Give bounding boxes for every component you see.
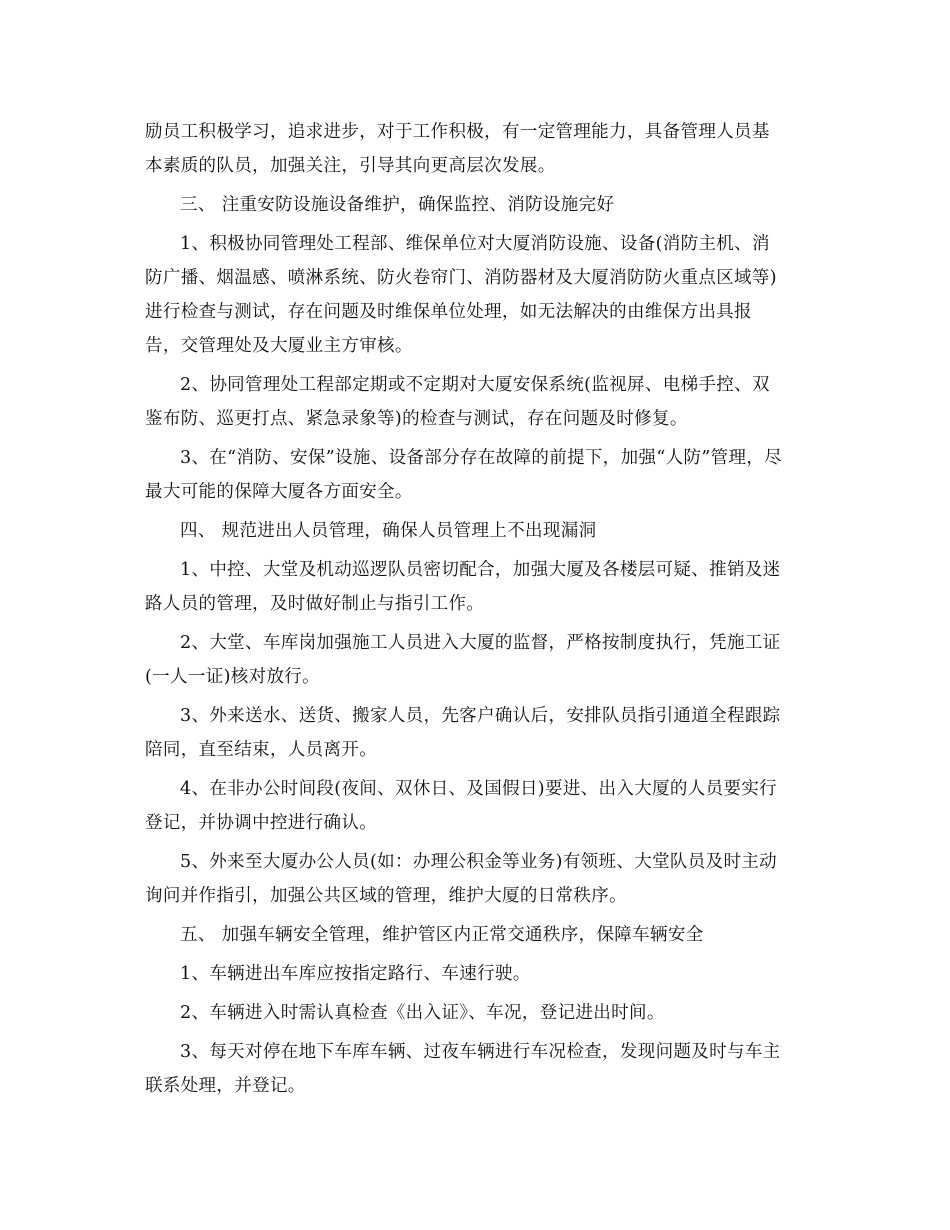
section-heading <box>145 514 810 548</box>
paragraph <box>145 115 810 183</box>
text-line: 励员工积极学习，追求进步，对于工作积极，有一定管理能力，具备管理人员基 <box>145 122 770 142</box>
text-line: 鉴布防、巡更打点、紧急录象等)的检查与测试，存在问题及时修复。 <box>145 409 688 429</box>
paragraph <box>145 957 810 991</box>
text-line: 五、 加强车辆安全管理，维护管区内正常交通秩序，保障车辆安全 <box>180 925 704 945</box>
text-line: 询问并作指引，加强公共区域的管理，维护大厦的日常秩序。 <box>145 886 627 906</box>
text-line: 3、每天对停在地下车库车辆、过夜车辆进行车况检查，发现问题及时与车主 <box>180 1042 781 1062</box>
paragraph <box>145 772 810 840</box>
section-heading <box>145 188 810 222</box>
paragraph <box>145 996 810 1030</box>
paragraph <box>145 227 810 363</box>
text-line: 本素质的队员，加强关注，引导其向更高层次发展。 <box>145 156 556 176</box>
text-line: 联系处理，并登记。 <box>145 1076 306 1096</box>
text-line: 路人员的管理，及时做好制止与指引工作。 <box>145 594 485 614</box>
section-heading <box>145 918 810 952</box>
paragraph <box>145 699 810 767</box>
text-line: 5、外来至大厦办公人员(如：办理公积金等业务)有领班、大堂队员及时主动 <box>180 852 778 872</box>
text-line: 防广播、烟温感、喷淋系统、防火卷帘门、消防器材及大厦消防防火重点区域等) <box>145 268 777 288</box>
text-line: 3、在“消防、安保”设施、设备部分存在故障的前提下，加强“人防”管理，尽 <box>180 448 783 468</box>
paragraph <box>145 845 810 913</box>
text-line: 四、 规范进出人员管理，确保人员管理上不出现漏洞 <box>180 521 597 541</box>
text-line: 1、积极协同管理处工程部、维保单位对大厦消防设施、设备(消防主机、消 <box>180 234 770 254</box>
text-line: 1、中控、大堂及机动巡逻队员密切配合，加强大厦及各楼层可疑、推销及迷 <box>180 560 781 580</box>
text-line: 陪同，直至结束，人员离开。 <box>145 740 378 760</box>
paragraph <box>145 441 810 509</box>
text-line: 三、 注重安防设施设备维护，确保监控、消防设施完好 <box>180 195 615 215</box>
text-line: (一人一证)核对放行。 <box>145 667 321 687</box>
text-line: 3、外来送水、送货、搬家人员，先客户确认后，安排队员指引通道全程跟踪 <box>180 706 781 726</box>
document-body <box>145 115 810 1103</box>
paragraph <box>145 553 810 621</box>
text-line: 最大可能的保障大厦各方面安全。 <box>145 482 413 502</box>
text-line: 1、车辆进出车库应按指定路行、车速行驶。 <box>180 964 531 984</box>
paragraph <box>145 368 810 436</box>
paragraph <box>145 626 810 694</box>
text-line: 2、车辆进入时需认真检查《出入证》、车况，登记进出时间。 <box>180 1003 665 1023</box>
text-line: 4、在非办公时间段(夜间、双休日、及国假日)要进、出入大厦的人员要实行 <box>180 779 778 799</box>
text-line: 登记，并协调中控进行确认。 <box>145 813 378 833</box>
text-line: 2、大堂、车库岗加强施工人员进入大厦的监督，严格按制度执行，凭施工证 <box>180 633 781 653</box>
paragraph <box>145 1035 810 1103</box>
text-line: 告，交管理处及大厦业主方审核。 <box>145 336 413 356</box>
text-line: 2、协同管理处工程部定期或不定期对大厦安保系统(监视屏、电梯手控、双 <box>180 375 770 395</box>
text-line: 进行检查与测试，存在问题及时维保单位处理，如无法解决的由维保方出具报 <box>145 302 752 322</box>
